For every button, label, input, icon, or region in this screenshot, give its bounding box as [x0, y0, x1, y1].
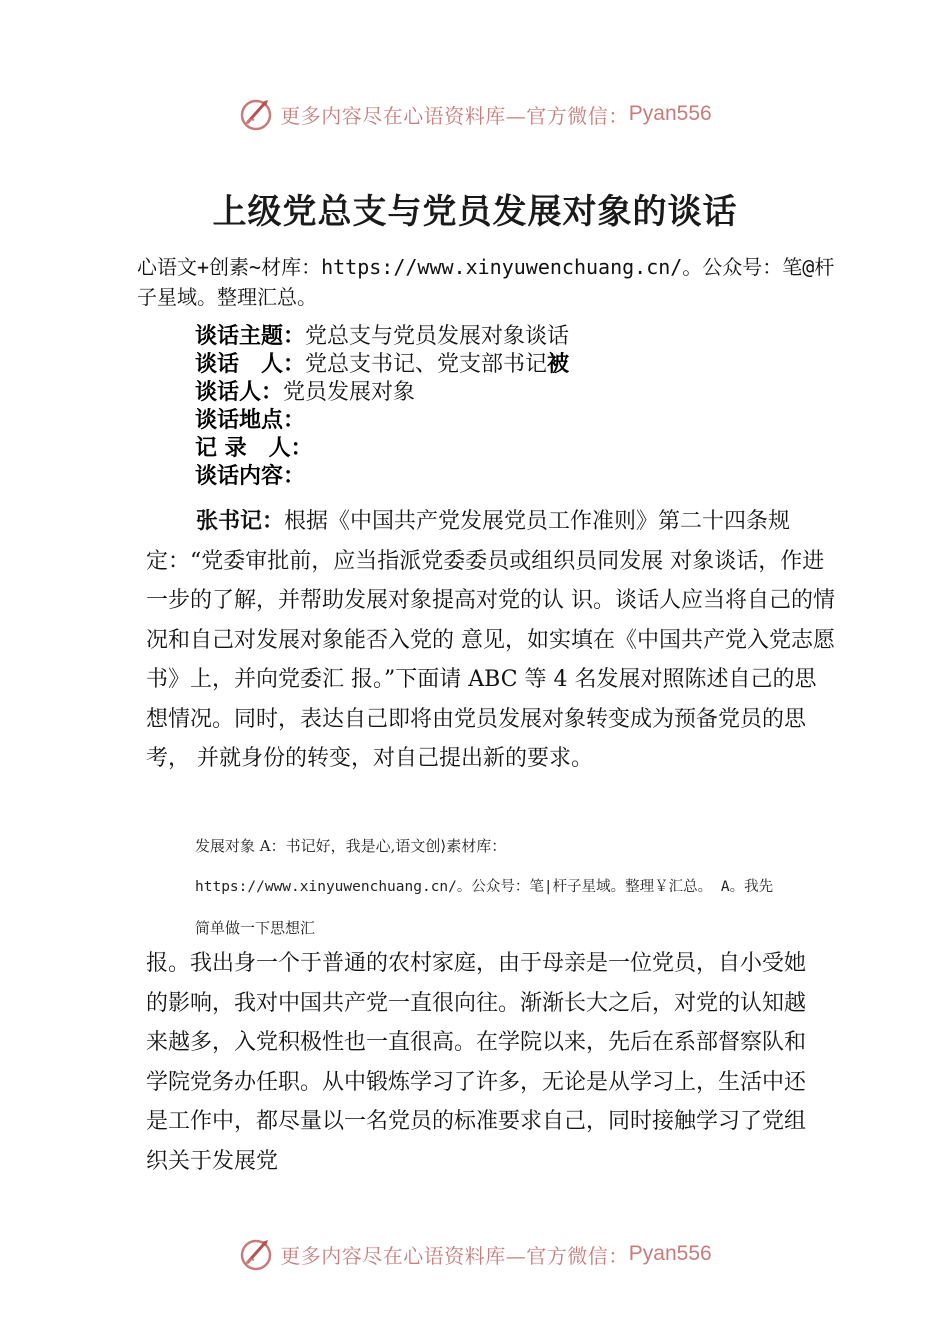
- document-title: 上级党总支与党员发展对象的谈话: [212, 192, 738, 232]
- banner-text: 更多内容尽在心语资料库—官方微信：: [280, 1243, 629, 1268]
- meta-topic: [195, 323, 835, 351]
- brush-logo-icon: [238, 1236, 274, 1272]
- meta-topic-value: 党总支与党员发展对象谈话: [305, 324, 570, 349]
- meta-interviewee-value: 党员发展对象: [283, 380, 416, 405]
- meta-block: [195, 323, 835, 491]
- brush-logo-icon: [238, 96, 274, 132]
- small-line-2: https://www.xinyuwenchuang.cn/。公众号：笔|杆子星域。整理￥汇总。 A。我先: [195, 879, 774, 895]
- meta-interviewee-label: 谈话人：: [195, 380, 284, 405]
- banner-wechat-id: Pyan556: [628, 1242, 712, 1265]
- meta-speaker-label: 谈话 人：: [195, 352, 306, 377]
- banner-wechat-id: Pyan556: [628, 102, 712, 125]
- speaker-name: 张书记：: [196, 509, 285, 534]
- meta-speaker-value: 党总支书记、党支部书记: [305, 352, 548, 377]
- small-line-3: 简单做一下思想汇: [195, 919, 316, 937]
- meta-recorder: [195, 435, 835, 463]
- meta-recorder-label: 记 录 人：: [195, 436, 313, 461]
- meta-content-label: 谈话内容：: [195, 464, 306, 489]
- source-line: 心语文+创素~材库：https://www.xinyuwenchuang.cn/。公众号：笔@杆子星域。整理汇总。: [137, 255, 835, 309]
- meta-place-label: 谈话地点：: [195, 408, 306, 433]
- speech-paragraph: [146, 502, 836, 779]
- small-text-block: [195, 826, 855, 949]
- meta-topic-label: 谈话主题：: [195, 324, 306, 349]
- header-banner: [0, 92, 950, 136]
- footer-banner: [0, 1232, 950, 1276]
- meta-interviewee: [195, 379, 835, 407]
- meta-content: [195, 463, 835, 491]
- answer-paragraph: 报。我出身一个于普通的农村家庭，由于母亲是一位党员，自小受她的影响，我对中国共产党一直很向往。渐渐长大之后，对党的认知越来越多，入党积极性也一直很高。在学院以来，先后在系部督察队和学院党务办任职。从中锻炼学习了许多，无论是从学习上，生活中还是工作中，都尽量以一名党员的标准要求自己，同时接触学习了党组织关于发展党: [146, 951, 807, 1174]
- meta-speaker: [195, 351, 835, 379]
- small-line-1: 发展对象 A：书记好，我是心,语文创⟩素材库：: [195, 837, 507, 855]
- banner-text: 更多内容尽在心语资料库—官方微信：: [280, 103, 629, 128]
- meta-place: [195, 407, 835, 435]
- speech-text: 根据《中国共产党发展党员工作准则》第二十四条规定：“党委审批前，应当指派党委委员或组织员同发展 对象谈话，作进一步的了解，并帮助发展对象提高对党的认 识。谈话人应当将自己的情况和自己对发展对象能否入党的 意见，如实填在《中国共产党入党志愿书》上，并向党委汇 报。”下面请 ABC 等 4 名发展对照陈述自己的思想情况。同时，表达自己即将由党员发展对象转变成为预备党员的思考， 并就身份的转变，对自己提出新的要求。: [146, 509, 835, 771]
- meta-bei: 被: [547, 352, 570, 377]
